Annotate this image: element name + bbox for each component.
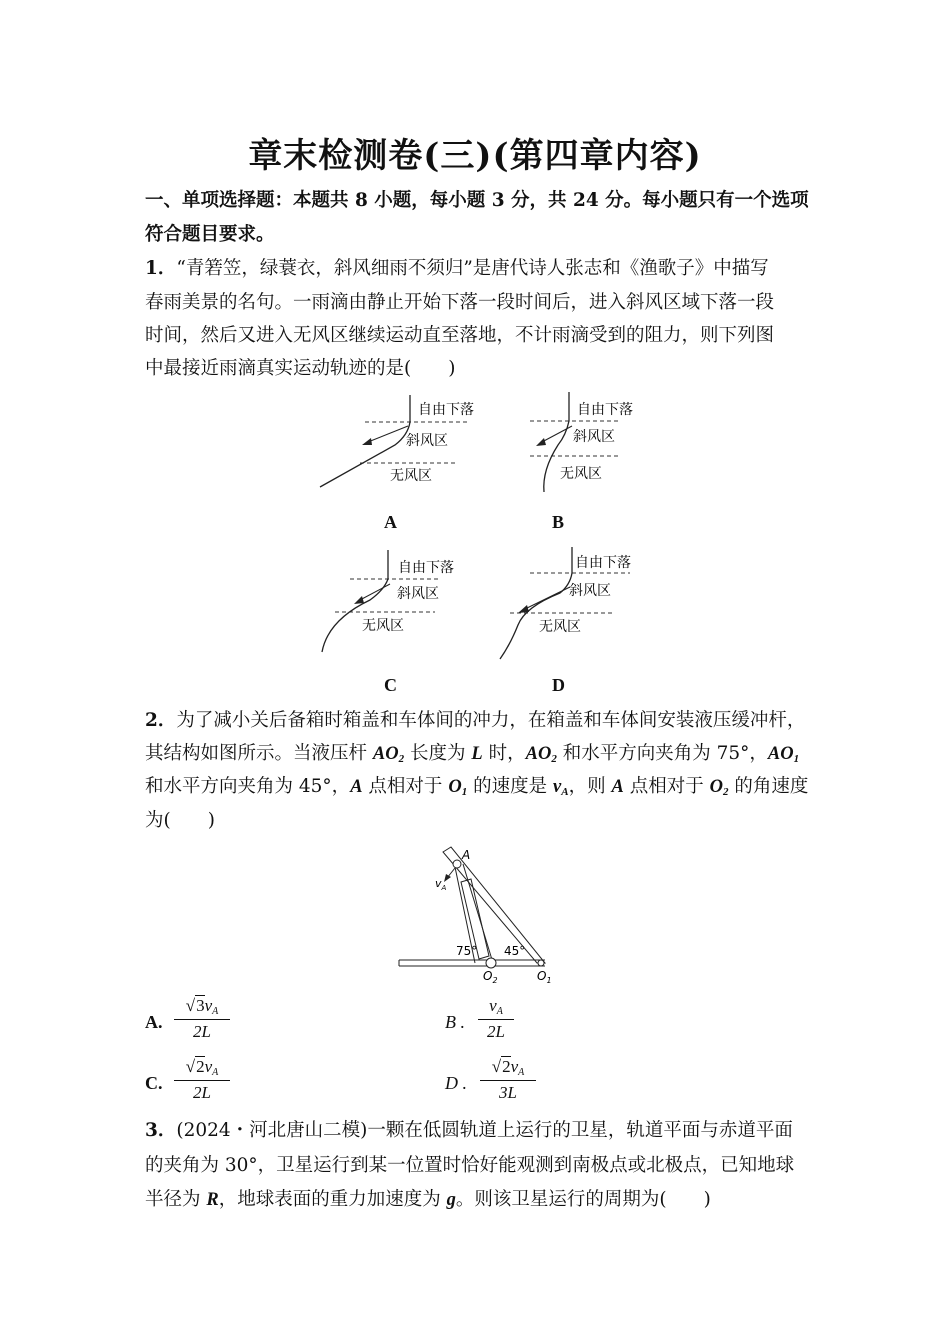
caption-a: A [384,512,397,532]
pivot-a [453,860,461,868]
label-no-wind: 无风区 [560,466,602,482]
q2-number: 2． [145,710,177,731]
label-wind-zone: 斜风区 [569,583,611,599]
angle-45: 45° [504,944,526,958]
caption-d: D [552,675,565,695]
q1-number: 1． [145,258,177,279]
option-b-label: B . [445,1012,465,1032]
wind-arrow [362,438,372,445]
label-o2: $O_2$ [483,969,498,985]
option-a-fraction: $\frac{√3v_A}{2L}$ [174,996,230,1042]
section-heading-line2: 符合题目要求。 [145,224,275,245]
option-a-label: A. [145,1012,163,1032]
label-free-fall: 自由下落 [398,560,454,576]
option-d-fraction: $\frac{√2v_A}{3L}$ [480,1057,536,1103]
option-d-label: D . [445,1073,467,1093]
q2-line3: 和水平方向夹角为 45°，A 点相对于 $O_1$ 的速度是 $v_A$，则 A 点相对于 $O_2$ 的角速度 [145,776,809,798]
figure-option-d [490,545,660,663]
option-c-label: C. [145,1073,163,1093]
section-heading-line1: 一、单项选择题：本题共 8 小题，每小题 3 分，共 24 分。每小题只有一个选项 [145,190,809,211]
label-a: A [462,848,471,862]
figure-option-c [310,548,480,658]
label-free-fall: 自由下落 [418,402,474,418]
label-wind-zone: 斜风区 [397,586,439,602]
q1-line3: 时间，然后又进入无风区继续运动直至落地，不计雨滴受到的阻力，则下列图 [145,325,775,346]
page-title: 章末检测卷(三)(第四章内容) [248,136,702,176]
q2-line4: 为( ) [145,810,215,831]
option-b-fraction: $\frac{v_A}{2L}$ [478,996,514,1042]
q2-line1: 2．为了减小关后备箱时箱盖和车体间的冲力，在箱盖和车体间安装液压缓冲杆， [145,710,806,731]
label-wind-zone: 斜风区 [573,429,615,445]
pivot-o1 [538,960,544,966]
q1-line1: 1．“青箬笠，绿蓑衣，斜风细雨不须归”是唐代诗人张志和《渔歌子》中描写 [145,258,769,279]
caption-b: B [552,512,565,532]
q3-line2: 的夹角为 30°，卫星运行到某一位置时恰好能观测到南极点或北极点，已知地球 [145,1155,795,1176]
q3-line3: 半径为 R，地球表面的重力加速度为 g。则该卫星运行的周期为( ) [145,1189,711,1210]
figure-option-b [520,390,670,500]
label-free-fall: 自由下落 [577,402,633,418]
label-va: $v_A$ [435,877,447,892]
q3-number: 3． [145,1120,177,1141]
q2-line2: 其结构如图所示。当液压杆 $AO_2$ 长度为 L 时，$AO_2$ 和水平方向夹角为 75°，$AO_1$ [145,743,800,765]
trajectory [322,550,388,652]
label-free-fall: 自由下落 [575,555,631,571]
trajectory [500,547,572,659]
label-wind-zone: 斜风区 [406,433,448,449]
q1-line2: 春雨美景的名句。一雨滴由静止开始下落一段时间后，进入斜风区域下落一段 [145,292,775,313]
label-o1: $O_1$ [537,969,552,985]
figure-hydraulic-rod [395,842,565,990]
label-no-wind: 无风区 [539,619,581,635]
angle-75: 75° [456,944,478,958]
q1-line4: 中最接近雨滴真实运动轨迹的是( ) [145,358,456,379]
caption-c: C [384,675,397,695]
label-no-wind: 无风区 [390,468,432,484]
pivot-o2 [486,958,496,968]
label-no-wind: 无风区 [362,618,404,634]
q3-line1: 3．(2024・河北唐山二模)一颗在低圆轨道上运行的卫星，轨道平面与赤道平面 [145,1120,793,1141]
option-c-fraction: $\frac{√2v_A}{2L}$ [174,1057,230,1103]
velocity-arrow [444,874,451,882]
figure-option-a [310,390,490,500]
